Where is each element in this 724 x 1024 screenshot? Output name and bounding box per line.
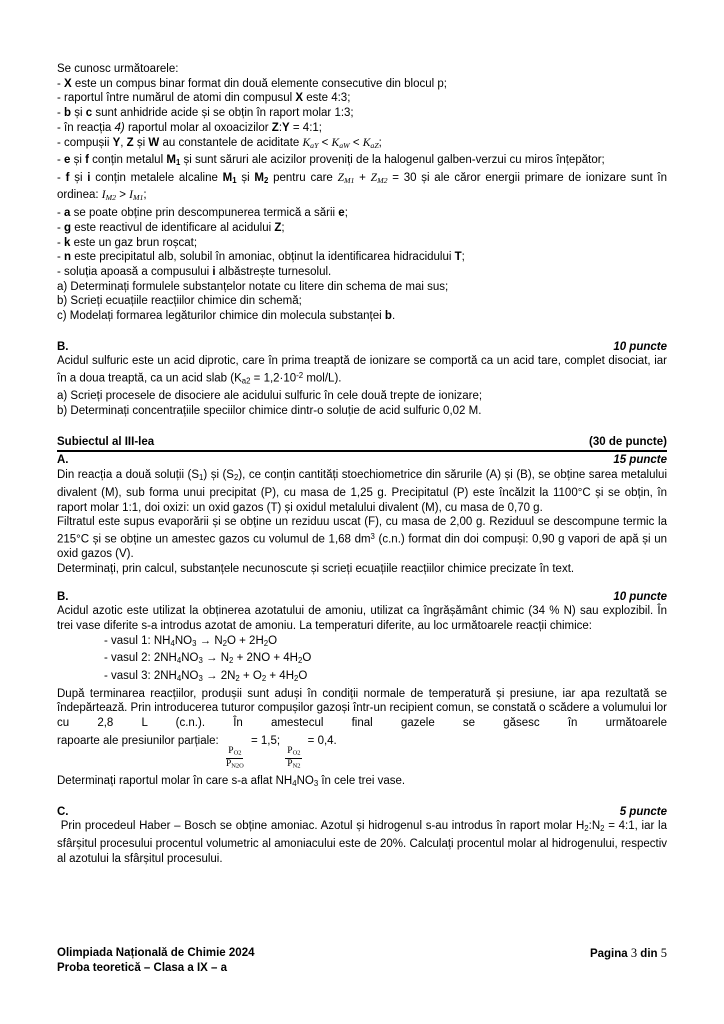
task-c: c) Modelați formarea legăturilor chimice din molecula substanței b.: [57, 310, 396, 323]
task-a: a) Determinați formulele substanțelor notate cu litere din schema de mai sus;: [57, 280, 449, 293]
section-b-paragraph: Acidul sulfuric este un acid diprotic, care în prima treaptă de ionizare se comportă ca un acid tare, complet disociat, iar în a doua treaptă, ca un acid slab ($K_{a2} = 1,2\cdot 10^{-2}$ mol/L).: [57, 355, 667, 386]
section-c-paragraph: Prin procedeul Haber – Bosch se obține amoniac. Azotul și hidrogenul s-au introdus în raport molar $H_2:N_2$ = 4:1, iar la sfârșitul procesului procentul volumetric al amoniacului este de 20%. Calculați procentul molar al hidrogenului, respectiv al azotului la sfârșitul procesului.: [57, 820, 667, 865]
section-label: C.: [57, 805, 69, 818]
task-a: a) Scrieți procesele de disociere ale acidului sulfuric în cele două trepte de ionizare;: [57, 390, 483, 403]
known-fact-item: - e și f conțin metalul $M_1$ și sunt săruri ale acizilor proveniți de la halogenul galben-verzui cu miros înțepător;: [57, 154, 605, 168]
section-a-paragraph: Filtratul este supus evaporării și se obține un reziduu uscat (F), cu masa de 2,00 g. Reziduul se descompune termic la 215°C și se obține un amestec gazos cu volumul de 1,68 $dm^3$ (c.n.) format din doi compuși: 0,90 g vapori de apă și un oxid gazos (V).: [57, 516, 667, 561]
reaction-equation: - vasul 2: $2NH_4NO_3 \to N_2 + 2NO + 4H_2O$: [104, 652, 312, 666]
section-b3-paragraph: După terminarea reacțiilor, produșii sunt aduși în condiții normale de temperatură și presiune, iar apa rezultată se îndepărtează. Prin introducerea tuturor compușilor gazoși într-un recipient comun, se constată o scădere a volumului lor cu 2,8 L (c.n.). În amestecul final gazele se găsesc în următoarele: [57, 687, 667, 730]
reaction-equation: - vasul 3: $2NH_4NO_3 \to 2N_2 + O_2 + 4H_2O$: [104, 669, 308, 683]
known-fact-item: - f și i conțin metalele alcaline $M_1$ și $M_2$ pentru care $Z_{M1} + Z_{M2} = 30$ și ale căror energii primare de ionizare sunt în ordinea: $I_{M2} > I_{M1}$;: [57, 171, 668, 203]
spacer: [57, 419, 667, 435]
known-fact-item: - X este un compus binar format din două elemente consecutive din blocul p;: [57, 77, 447, 90]
known-fact-item: - g este reactivul de identificare al acidului Z;: [57, 221, 285, 234]
section-b3-paragraph: Acidul azotic este utilizat la obținerea azotatului de amoniu, utilizat ca îngrășământ chimic (34 % N) sau explozibil. În trei vase diferite s-a introdus azotat de amoniu. La temperaturi diferite, au loc următoarele reacții chimice:: [57, 605, 667, 632]
section-label: A.: [57, 454, 69, 467]
known-fact-item: - soluția apoasă a compusului i albăstrește turnesolul.: [57, 265, 332, 278]
subject-title: Subiectul al III-lea: [57, 435, 155, 448]
section-label: B.: [57, 340, 69, 353]
reaction-equation: - vasul 1: $NH_4NO_3 \to N_2O + 2H_2O$: [104, 634, 278, 648]
footer-left: [57, 946, 254, 975]
section-b3-task: Determinați raportul molar în care s-a aflat $NH_4NO_3$ în cele trei vase.: [57, 774, 406, 788]
known-fact-item: - în reacția 4) raportul molar al oxoacizilor Z:Y = 4:1;: [57, 121, 322, 134]
spacer: [57, 577, 667, 590]
points-label: 15 puncte: [613, 454, 667, 467]
known-fact-item: - raportul între numărul de atomi din compusul X este 4:3;: [57, 92, 351, 105]
points-label: 10 puncte: [613, 590, 667, 603]
points-label: 5 puncte: [619, 805, 667, 818]
known-fact-item: - a se poate obține prin descompunerea termică a sării e;: [57, 207, 348, 220]
section-heading-b3: [57, 590, 667, 605]
section-a-paragraph: Determinați, prin calcul, substanțele necunoscute și scrieți ecuațiile reacțiilor chimice precizate în text.: [57, 562, 575, 575]
task-b: b) Determinați concentrațiile speciilor chimice dintr-o soluție de acid sulfuric 0,02 M.: [57, 405, 482, 418]
known-fact-item: - n este precipitatul alb, solubil în amoniac, obținut la identificarea hidracidului T;: [57, 251, 465, 264]
subject-points: (30 de puncte): [589, 435, 667, 448]
spacer: [57, 324, 667, 340]
subject-3-heading: [57, 435, 667, 453]
known-fact-item: - k este un gaz brun roșcat;: [57, 236, 198, 249]
task-b: b) Scrieți ecuațiile reacțiilor chimice din schemă;: [57, 295, 302, 308]
spacer: [57, 792, 667, 805]
page-number: Pagina 3 din 5: [589, 946, 667, 960]
section-a-paragraph: Din reacția a două soluții $(S_1)$ și $(S_2)$, ce conțin cantități stoechiometrice din sărurile (A) și (B), se obține sarea metalului divalent (M), sub forma unui precipitat (P), cu masa de 1,25 g. Precipitatul (P) este încălzit la 1100°C și se obțin, în raport molar 1:1, doi oxizi: un oxid gazos (T) și oxidul metalului divalent (M), cu masa de 0,70 g.: [57, 469, 667, 514]
exam-subtitle: Proba teoretică – Clasa a IX – a: [57, 961, 228, 974]
section-label: B.: [57, 590, 69, 603]
exam-page-content: [57, 62, 667, 866]
known-facts-heading: Se cunosc următoarele:: [57, 63, 179, 75]
section-heading-c: [57, 805, 667, 820]
known-fact-item: - b și c sunt anhidride acide și se obțin în raport molar 1:3;: [57, 107, 354, 120]
points-label: 10 puncte: [613, 340, 667, 353]
page-footer: [57, 946, 667, 975]
section-heading-b: [57, 340, 667, 355]
section-heading-a: [57, 453, 667, 468]
partial-pressure-ratios: rapoarte ale presiunilor parțiale: $\frac{P_{O2}}{P_{N2O}}$ = 1,5; $\frac{P_{O2}}{P_{N2}}$ = 0,4.: [57, 734, 337, 770]
competition-title: Olimpiada Națională de Chimie 2024: [57, 947, 255, 959]
known-fact-item: - compușii Y, Z și W au constantele de aciditate $K_{aY} < K_{aW} < K_{aZ}$;: [57, 136, 382, 150]
